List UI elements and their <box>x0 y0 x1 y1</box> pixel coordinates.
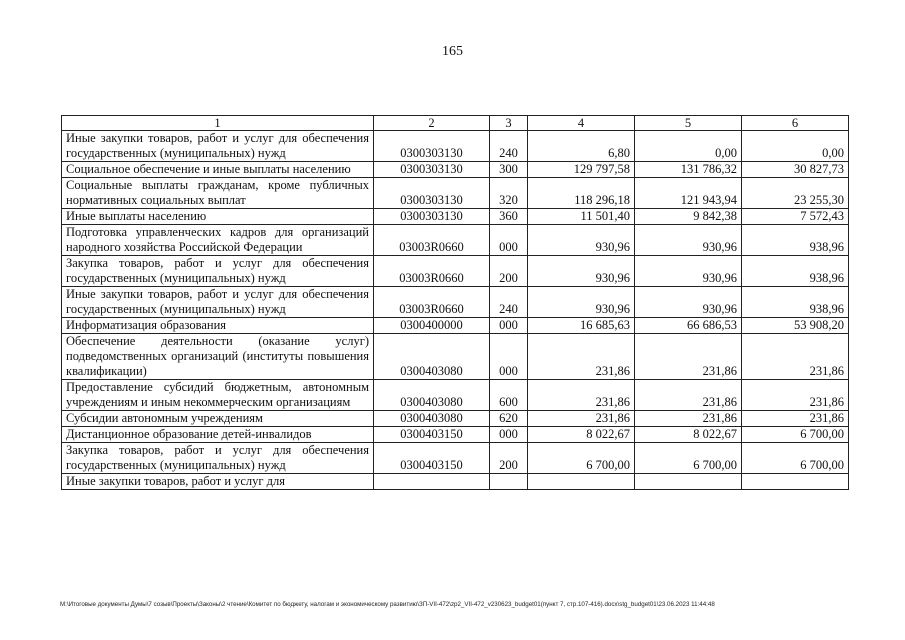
row-value-1 <box>528 474 635 490</box>
row-name: Дистанционное образование детей-инвалидов <box>62 427 374 443</box>
row-vr: 620 <box>490 411 528 427</box>
header-col-4: 4 <box>528 116 635 131</box>
row-csr: 03003R0660 <box>374 225 490 256</box>
row-value-1: 8 022,67 <box>528 427 635 443</box>
row-name: Информатизация образования <box>62 318 374 334</box>
table-row <box>62 178 849 209</box>
row-csr: 03003R0660 <box>374 287 490 318</box>
row-vr: 200 <box>490 443 528 474</box>
row-value-1: 231,86 <box>528 411 635 427</box>
row-vr: 320 <box>490 178 528 209</box>
row-value-1: 231,86 <box>528 334 635 380</box>
row-csr: 0300303130 <box>374 209 490 225</box>
table-row <box>62 225 849 256</box>
table-row <box>62 318 849 334</box>
row-name: Социальные выплаты гражданам, кроме публичных нормативных социальных выплат <box>62 178 374 209</box>
table-row <box>62 427 849 443</box>
row-value-1: 930,96 <box>528 287 635 318</box>
row-csr: 0300403150 <box>374 427 490 443</box>
row-value-2: 131 786,32 <box>635 162 742 178</box>
row-value-3: 938,96 <box>742 225 849 256</box>
row-vr: 000 <box>490 427 528 443</box>
row-value-1: 129 797,58 <box>528 162 635 178</box>
row-value-2: 930,96 <box>635 225 742 256</box>
row-value-3: 231,86 <box>742 411 849 427</box>
row-csr: 0300403150 <box>374 443 490 474</box>
row-csr: 0300303130 <box>374 131 490 162</box>
row-value-1: 930,96 <box>528 225 635 256</box>
row-vr: 000 <box>490 334 528 380</box>
row-value-3: 231,86 <box>742 334 849 380</box>
row-name: Предоставление субсидий бюджетным, автономным учреждениям и иным некоммерческим организациям <box>62 380 374 411</box>
table-row <box>62 256 849 287</box>
table-header-row <box>62 116 849 131</box>
row-name: Закупка товаров, работ и услуг для обеспечения государственных (муниципальных) нужд <box>62 443 374 474</box>
row-value-2: 0,00 <box>635 131 742 162</box>
row-value-1: 6,80 <box>528 131 635 162</box>
table-row <box>62 162 849 178</box>
table-row <box>62 474 849 490</box>
row-vr: 200 <box>490 256 528 287</box>
row-vr: 000 <box>490 225 528 256</box>
table-body <box>62 131 849 490</box>
row-value-3: 231,86 <box>742 380 849 411</box>
row-value-2: 6 700,00 <box>635 443 742 474</box>
row-value-3: 23 255,30 <box>742 178 849 209</box>
row-value-3: 938,96 <box>742 256 849 287</box>
row-value-1: 16 685,63 <box>528 318 635 334</box>
row-value-3: 0,00 <box>742 131 849 162</box>
budget-table <box>61 115 849 490</box>
row-value-3: 6 700,00 <box>742 443 849 474</box>
row-value-3: 7 572,43 <box>742 209 849 225</box>
table-row <box>62 131 849 162</box>
row-vr: 300 <box>490 162 528 178</box>
table-row <box>62 380 849 411</box>
row-value-2: 930,96 <box>635 287 742 318</box>
row-value-2: 66 686,53 <box>635 318 742 334</box>
row-csr: 0300303130 <box>374 178 490 209</box>
table-row <box>62 411 849 427</box>
row-vr: 600 <box>490 380 528 411</box>
row-value-1: 930,96 <box>528 256 635 287</box>
row-value-3: 53 908,20 <box>742 318 849 334</box>
table-row <box>62 334 849 380</box>
row-value-1: 118 296,18 <box>528 178 635 209</box>
row-value-1: 11 501,40 <box>528 209 635 225</box>
header-col-3: 3 <box>490 116 528 131</box>
footer-file-path: M:\Итоговые документы Думы\7 созыв\Проекты\Законы\2 чтение\Комитет по бюджету, налогам и экономическому развитию\ЗП-VII-472\zp2_VII-472_v230623_budget01(пункт 7, стр.107-416).docx\stg_budget01\23.06.2023 11:44:48 <box>60 601 715 608</box>
row-value-3: 938,96 <box>742 287 849 318</box>
row-value-1: 231,86 <box>528 380 635 411</box>
row-value-2: 121 943,94 <box>635 178 742 209</box>
row-vr: 360 <box>490 209 528 225</box>
row-name: Иные выплаты населению <box>62 209 374 225</box>
row-value-3: 6 700,00 <box>742 427 849 443</box>
row-csr: 0300303130 <box>374 162 490 178</box>
row-name: Иные закупки товаров, работ и услуг для обеспечения государственных (муниципальных) нужд <box>62 287 374 318</box>
header-col-1: 1 <box>62 116 374 131</box>
row-vr: 240 <box>490 131 528 162</box>
row-name: Подготовка управленческих кадров для организаций народного хозяйства Российской Федерации <box>62 225 374 256</box>
page-number: 165 <box>442 44 463 59</box>
row-value-2: 231,86 <box>635 380 742 411</box>
row-value-2: 8 022,67 <box>635 427 742 443</box>
row-name: Иные закупки товаров, работ и услуг для обеспечения государственных (муниципальных) нужд <box>62 131 374 162</box>
table-row <box>62 209 849 225</box>
row-value-2: 930,96 <box>635 256 742 287</box>
row-vr <box>490 474 528 490</box>
row-name: Закупка товаров, работ и услуг для обеспечения государственных (муниципальных) нужд <box>62 256 374 287</box>
row-value-2 <box>635 474 742 490</box>
row-value-3: 30 827,73 <box>742 162 849 178</box>
row-value-2: 231,86 <box>635 411 742 427</box>
row-csr: 0300403080 <box>374 334 490 380</box>
header-col-2: 2 <box>374 116 490 131</box>
row-value-2: 9 842,38 <box>635 209 742 225</box>
header-col-5: 5 <box>635 116 742 131</box>
header-col-6: 6 <box>742 116 849 131</box>
row-csr <box>374 474 490 490</box>
row-vr: 240 <box>490 287 528 318</box>
row-csr: 0300400000 <box>374 318 490 334</box>
row-name: Социальное обеспечение и иные выплаты населению <box>62 162 374 178</box>
row-vr: 000 <box>490 318 528 334</box>
row-name: Обеспечение деятельности (оказание услуг) подведомственных организаций (институты повышения квалификации) <box>62 334 374 380</box>
row-value-1: 6 700,00 <box>528 443 635 474</box>
table-row <box>62 443 849 474</box>
row-value-2: 231,86 <box>635 334 742 380</box>
row-csr: 03003R0660 <box>374 256 490 287</box>
row-name: Субсидии автономным учреждениям <box>62 411 374 427</box>
row-name: Иные закупки товаров, работ и услуг для <box>62 474 374 490</box>
row-csr: 0300403080 <box>374 380 490 411</box>
row-csr: 0300403080 <box>374 411 490 427</box>
row-value-3 <box>742 474 849 490</box>
table-row <box>62 287 849 318</box>
